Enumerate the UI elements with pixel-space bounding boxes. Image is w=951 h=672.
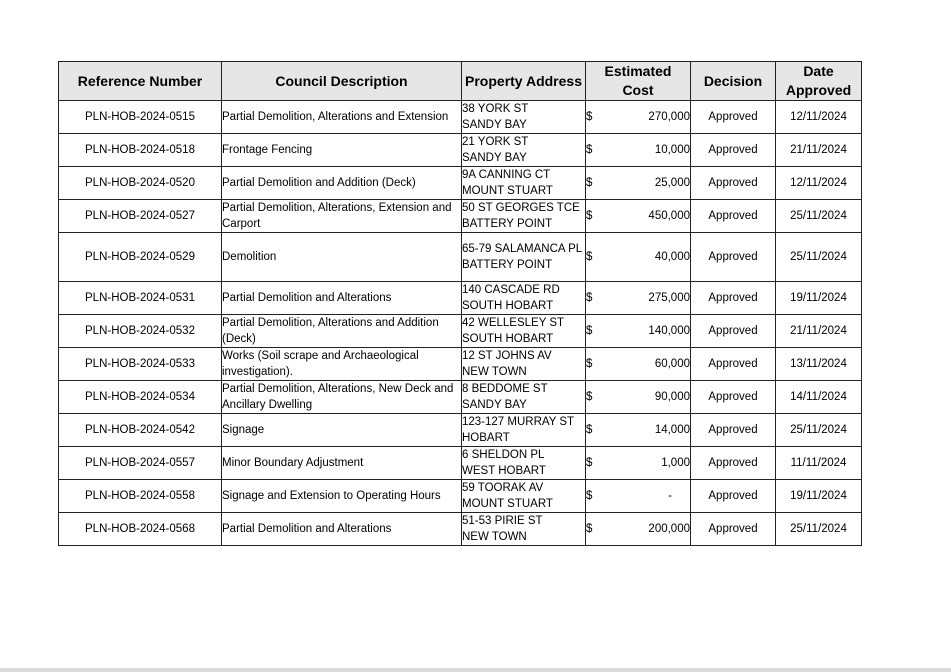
cell-property-address — [462, 315, 586, 348]
page-bottom-edge — [0, 668, 951, 672]
cell-decision: Approved — [691, 167, 776, 200]
cell-council-description: Signage — [222, 414, 462, 447]
cell-reference-number: PLN-HOB-2024-0558 — [59, 480, 222, 513]
cell-council-description: Partial Demolition and Alterations — [222, 282, 462, 315]
currency-symbol: $ — [586, 457, 593, 469]
currency-symbol: $ — [586, 111, 593, 123]
cell-reference-number: PLN-HOB-2024-0527 — [59, 200, 222, 233]
cost-amount: 40,000 — [654, 251, 690, 263]
address-street: 8 BEDDOME ST — [462, 383, 548, 395]
cell-date-approved: 12/11/2024 — [776, 101, 862, 134]
cell-estimated-cost — [586, 200, 691, 233]
cell-date-approved: 21/11/2024 — [776, 315, 862, 348]
cell-date-approved: 12/11/2024 — [776, 167, 862, 200]
address-street: 65-79 SALAMANCA PL — [462, 243, 583, 255]
cell-estimated-cost — [586, 315, 691, 348]
table-row — [59, 348, 862, 381]
address-street: 38 YORK ST — [462, 103, 529, 115]
cell-reference-number: PLN-HOB-2024-0533 — [59, 348, 222, 381]
cell-date-approved: 25/11/2024 — [776, 414, 862, 447]
cell-council-description: Partial Demolition and Addition (Deck) — [222, 167, 462, 200]
address-suburb: BATTERY POINT — [462, 218, 553, 230]
cell-property-address — [462, 348, 586, 381]
currency-symbol: $ — [586, 292, 593, 304]
cell-reference-number: PLN-HOB-2024-0568 — [59, 513, 222, 546]
address-suburb: SOUTH HOBART — [462, 333, 554, 345]
cell-reference-number: PLN-HOB-2024-0529 — [59, 233, 222, 282]
header-property-address: Property Address — [462, 62, 586, 101]
cost-amount: 60,000 — [654, 358, 690, 370]
currency-symbol: $ — [586, 391, 593, 403]
cell-estimated-cost — [586, 282, 691, 315]
cell-date-approved: 14/11/2024 — [776, 381, 862, 414]
cost-amount: - — [668, 490, 672, 502]
currency-symbol: $ — [586, 144, 593, 156]
cell-reference-number: PLN-HOB-2024-0520 — [59, 167, 222, 200]
table-row — [59, 200, 862, 233]
cell-date-approved: 11/11/2024 — [776, 447, 862, 480]
cost-amount: 270,000 — [648, 111, 690, 123]
cell-decision: Approved — [691, 381, 776, 414]
cell-council-description: Partial Demolition, Alterations and Addition (Deck) — [222, 315, 462, 348]
table-row — [59, 282, 862, 315]
address-suburb: MOUNT STUART — [462, 498, 553, 510]
cell-decision: Approved — [691, 315, 776, 348]
header-council-description: Council Description — [222, 62, 462, 101]
address-street: 12 ST JOHNS AV — [462, 350, 552, 362]
table-row — [59, 315, 862, 348]
cell-property-address — [462, 134, 586, 167]
address-street: 140 CASCADE RD — [462, 284, 560, 296]
cell-council-description: Works (Soil scrape and Archaeological investigation). — [222, 348, 462, 381]
cost-amount: 14,000 — [654, 424, 690, 436]
address-street: 6 SHELDON PL — [462, 449, 545, 461]
table-row — [59, 513, 862, 546]
cost-amount: 450,000 — [648, 210, 690, 222]
cost-amount: 140,000 — [648, 325, 690, 337]
address-suburb: SANDY BAY — [462, 152, 527, 164]
address-suburb: WEST HOBART — [462, 465, 546, 477]
header-estimated-cost — [586, 62, 691, 101]
header-estimated-cost-line1: Estimated — [604, 63, 672, 79]
cell-property-address — [462, 513, 586, 546]
address-street: 50 ST GEORGES TCE — [462, 202, 580, 214]
cell-date-approved: 19/11/2024 — [776, 480, 862, 513]
address-suburb: SOUTH HOBART — [462, 300, 554, 312]
table-row — [59, 134, 862, 167]
header-decision: Decision — [691, 62, 776, 101]
address-suburb: MOUNT STUART — [462, 185, 553, 197]
cell-decision: Approved — [691, 348, 776, 381]
table-row — [59, 414, 862, 447]
cell-council-description: Demolition — [222, 233, 462, 282]
header-date-approved — [776, 62, 862, 101]
cell-reference-number: PLN-HOB-2024-0518 — [59, 134, 222, 167]
cell-estimated-cost — [586, 233, 691, 282]
cell-decision: Approved — [691, 200, 776, 233]
table-header-row — [59, 62, 862, 101]
currency-symbol: $ — [586, 523, 593, 535]
table-row — [59, 480, 862, 513]
cell-council-description: Partial Demolition, Alterations, New Deck and Ancillary Dwelling — [222, 381, 462, 414]
cell-estimated-cost — [586, 381, 691, 414]
header-date-approved-line2: Approved — [785, 82, 852, 98]
table-row — [59, 233, 862, 282]
cell-decision: Approved — [691, 233, 776, 282]
cell-property-address — [462, 282, 586, 315]
cell-estimated-cost — [586, 134, 691, 167]
address-suburb: SANDY BAY — [462, 399, 527, 411]
cell-estimated-cost — [586, 480, 691, 513]
cell-council-description: Frontage Fencing — [222, 134, 462, 167]
address-street: 59 TOORAK AV — [462, 482, 544, 494]
currency-symbol: $ — [586, 424, 593, 436]
header-date-approved-line1: Date — [803, 63, 834, 79]
cell-council-description: Partial Demolition and Alterations — [222, 513, 462, 546]
address-suburb: HOBART — [462, 432, 510, 444]
cell-reference-number: PLN-HOB-2024-0557 — [59, 447, 222, 480]
cell-date-approved: 21/11/2024 — [776, 134, 862, 167]
table-row — [59, 101, 862, 134]
cell-estimated-cost — [586, 167, 691, 200]
cell-property-address — [462, 200, 586, 233]
address-suburb: BATTERY POINT — [462, 259, 553, 271]
cell-date-approved: 25/11/2024 — [776, 513, 862, 546]
cost-amount: 90,000 — [654, 391, 690, 403]
cell-reference-number: PLN-HOB-2024-0534 — [59, 381, 222, 414]
header-reference-number: Reference Number — [59, 62, 222, 101]
cell-property-address — [462, 167, 586, 200]
cell-reference-number: PLN-HOB-2024-0542 — [59, 414, 222, 447]
cell-date-approved: 25/11/2024 — [776, 200, 862, 233]
table-row — [59, 381, 862, 414]
address-street: 21 YORK ST — [462, 136, 529, 148]
currency-symbol: $ — [586, 210, 593, 222]
table-row — [59, 167, 862, 200]
cell-council-description: Partial Demolition, Alterations, Extension and Carport — [222, 200, 462, 233]
cell-reference-number: PLN-HOB-2024-0531 — [59, 282, 222, 315]
cell-property-address — [462, 381, 586, 414]
address-street: 51-53 PIRIE ST — [462, 515, 543, 527]
table-row — [59, 447, 862, 480]
cell-council-description: Signage and Extension to Operating Hours — [222, 480, 462, 513]
cell-property-address — [462, 480, 586, 513]
cell-estimated-cost — [586, 101, 691, 134]
cost-amount: 275,000 — [648, 292, 690, 304]
cell-council-description: Minor Boundary Adjustment — [222, 447, 462, 480]
cell-decision: Approved — [691, 414, 776, 447]
planning-approvals-table — [58, 61, 862, 546]
header-estimated-cost-line2: Cost — [622, 82, 654, 98]
currency-symbol: $ — [586, 177, 593, 189]
address-street: 42 WELLESLEY ST — [462, 317, 565, 329]
cost-amount: 200,000 — [648, 523, 690, 535]
address-street: 123-127 MURRAY ST — [462, 416, 575, 428]
cell-date-approved: 13/11/2024 — [776, 348, 862, 381]
cell-decision: Approved — [691, 282, 776, 315]
currency-symbol: $ — [586, 358, 593, 370]
cell-decision: Approved — [691, 447, 776, 480]
cell-property-address — [462, 101, 586, 134]
table-body — [59, 101, 862, 546]
cell-reference-number: PLN-HOB-2024-0515 — [59, 101, 222, 134]
address-street: 9A CANNING CT — [462, 169, 551, 181]
cell-decision: Approved — [691, 480, 776, 513]
address-suburb: NEW TOWN — [462, 366, 527, 378]
address-suburb: SANDY BAY — [462, 119, 527, 131]
cost-amount: 1,000 — [661, 457, 690, 469]
cell-property-address — [462, 414, 586, 447]
cost-amount: 10,000 — [654, 144, 690, 156]
cell-estimated-cost — [586, 513, 691, 546]
cell-property-address — [462, 447, 586, 480]
cell-estimated-cost — [586, 348, 691, 381]
cost-amount: 25,000 — [654, 177, 690, 189]
cell-property-address — [462, 233, 586, 282]
cell-decision: Approved — [691, 134, 776, 167]
cell-decision: Approved — [691, 513, 776, 546]
cell-date-approved: 19/11/2024 — [776, 282, 862, 315]
cell-estimated-cost — [586, 447, 691, 480]
currency-symbol: $ — [586, 251, 593, 263]
currency-symbol: $ — [586, 490, 593, 502]
currency-symbol: $ — [586, 325, 593, 337]
cell-estimated-cost — [586, 414, 691, 447]
cell-date-approved: 25/11/2024 — [776, 233, 862, 282]
cell-council-description: Partial Demolition, Alterations and Extension — [222, 101, 462, 134]
cell-decision: Approved — [691, 101, 776, 134]
cell-reference-number: PLN-HOB-2024-0532 — [59, 315, 222, 348]
address-suburb: NEW TOWN — [462, 531, 527, 543]
